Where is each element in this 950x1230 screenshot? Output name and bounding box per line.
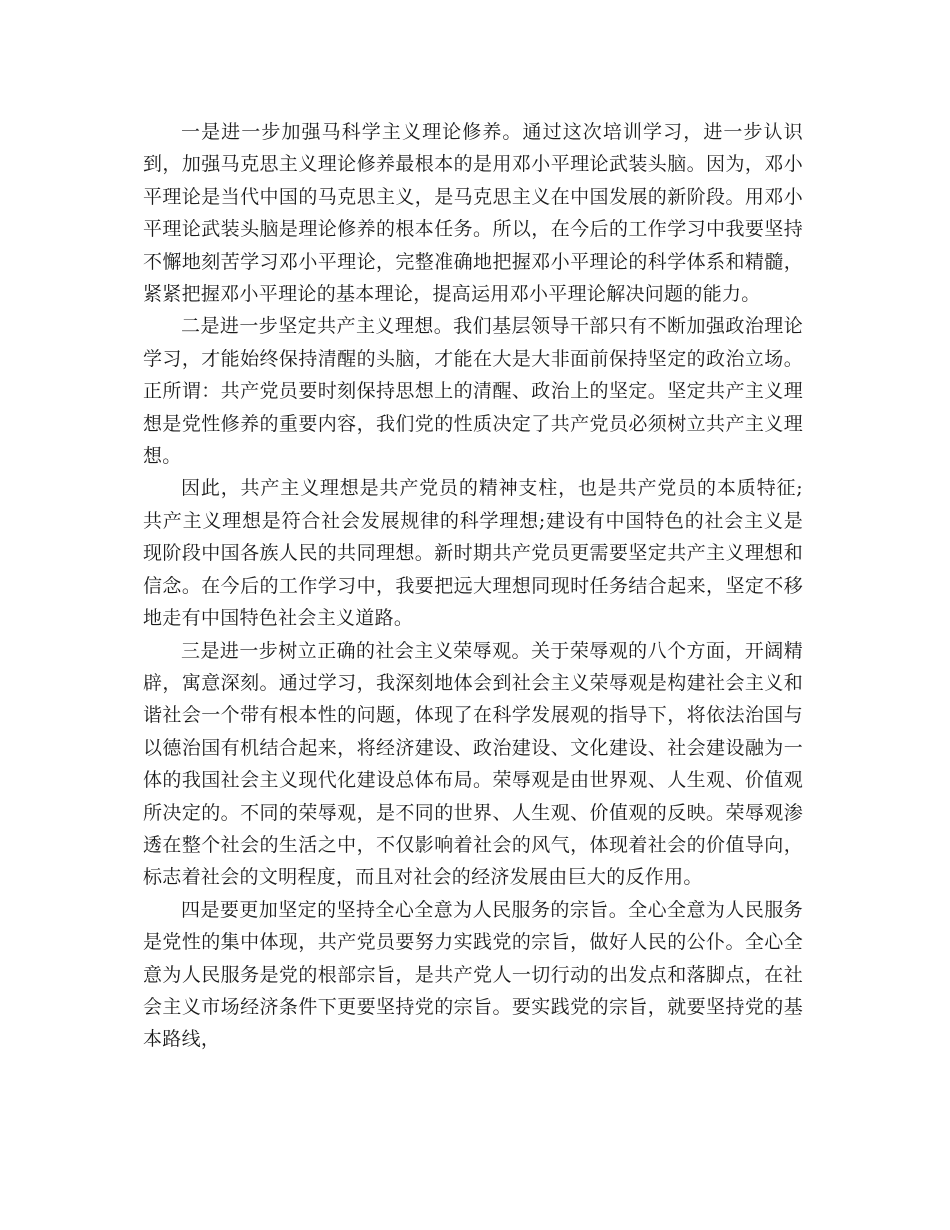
paragraph-2: 二是进一步坚定共产主义理想。我们基层领导干部只有不断加强政治理论学习，才能始终保持清醒的头脑，才能在大是大非面前保持坚定的政治立场。正所谓：共产党员要时刻保持思想上的清醒、政治上的坚定。坚定共产主义理想是党性修养的重要内容，我们党的性质决定了共产党员必须树立共产主义理想。 (143, 315, 803, 468)
paragraph-5: 四是要更加坚定的坚持全心全意为人民服务的宗旨。全心全意为人民服务是党性的集中体现，共产党员要努力实践党的宗旨，做好人民的公仆。全心全意为人民服务是党的根部宗旨，是共产党人一切行动的出发点和落脚点，在社会主义市场经济条件下更要坚持党的宗旨。要实践党的宗旨，就要坚持党的基本路线， (143, 898, 803, 1051)
paragraph-3: 因此，共产主义理想是共产党员的精神支柱，也是共产党员的本质特征;共产主义理想是符合社会发展规律的科学理想;建设有中国特色的社会主义是现阶段中国各族人民的共同理想。新时期共产党员更需要坚定共产主义理想和信念。在今后的工作学习中，我要把远大理想同现时任务结合起来，坚定不移地走有中国特色社会主义道路。 (143, 477, 803, 630)
paragraph-4: 三是进一步树立正确的社会主义荣辱观。关于荣辱观的八个方面，开阔精辟，寓意深刻。通过学习，我深刻地体会到社会主义荣辱观是构建社会主义和谐社会一个带有根本性的问题，体现了在科学发展观的指导下，将依法治国与以德治国有机结合起来，将经济建设、政治建设、文化建设、社会建设融为一体的我国社会主义现代化建设总体布局。荣辱观是由世界观、人生观、价值观所决定的。不同的荣辱观，是不同的世界、人生观、价值观的反映。荣辱观渗透在整个社会的生活之中，不仅影响着社会的风气，体现着社会的价值导向，标志着社会的文明程度，而且对社会的经济发展由巨大的反作用。 (143, 639, 803, 889)
paragraph-1: 一是进一步加强马科学主义理论修养。通过这次培训学习，进一步认识到，加强马克思主义理论修养最根本的是用邓小平理论武装头脑。因为，邓小平理论是当代中国的马克思主义，是马克思主义在中国发展的新阶段。用邓小平理论武装头脑是理论修养的根本任务。所以，在今后的工作学习中我要坚持不懈地刻苦学习邓小平理论，完整准确地把握邓小平理论的科学体系和精髓，紧紧把握邓小平理论的基本理论，提高运用邓小平理论解决问题的能力。 (143, 121, 803, 306)
document-body (143, 116, 803, 1056)
